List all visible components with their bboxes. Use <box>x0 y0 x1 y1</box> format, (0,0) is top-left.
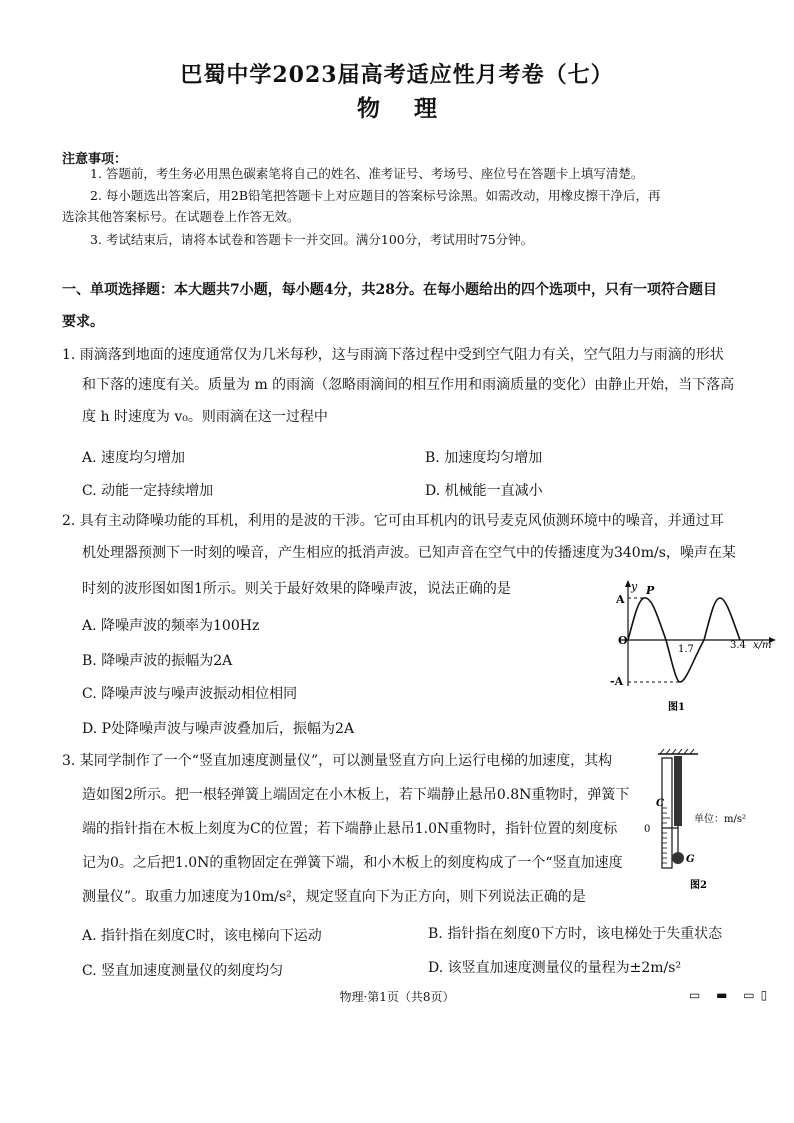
point-p-label: P <box>646 584 655 597</box>
label-zero: 0 <box>644 824 651 835</box>
q3-option-c: C. 竖直加速度测量仪的刻度均匀 <box>82 963 284 979</box>
notice-item: 2. 每小题选出答案后，用2B铅笔把答题卡上对应题目的答案标号涂黑。如需改动，用橡皮擦干净后，再 <box>90 188 661 203</box>
q2-option-a: A. 降噪声波的频率为100Hz <box>82 618 260 634</box>
spring <box>674 756 682 826</box>
question-3-line: 端的指针指在木板上刻度为C的位置；若下端静止悬吊1.0N重物时，指针位置的刻度标 <box>82 821 618 837</box>
corner-marks: ▭ ▬ ▭▯ <box>689 988 774 1002</box>
weight-ball <box>672 852 684 864</box>
q3-option-a: A. 指针指在刻度C时，该电梯向下运动 <box>82 928 322 944</box>
amp-neg-label: -A <box>610 675 624 688</box>
question-1-line: 1. 雨滴落到地面的速度通常仅为几米每秒，这与雨滴下落过程中受到空气阻力有关，空气阻力与雨滴的形状 <box>62 347 724 363</box>
section-line: 要求。 <box>62 314 104 330</box>
section-line: 一、单项选择题：本大题共7小题，每小题4分，共28分。在每小题给出的四个选项中，只有一项符合题目 <box>62 282 717 298</box>
label-g: G <box>686 854 695 865</box>
q3-option-d: D. 该竖直加速度测量仪的量程为±2m/s² <box>428 960 682 976</box>
unit-label: 单位：m/s² <box>694 814 746 825</box>
tick-label-2: 3.4 <box>730 640 746 651</box>
figure-2-caption: 图2 <box>690 880 707 891</box>
notice-heading: 注意事项： <box>62 152 128 167</box>
q2-option-b: B. 降噪声波的振幅为2A <box>82 653 233 669</box>
amp-pos-label: A <box>616 593 625 606</box>
question-1-line: 度 h 时速度为 v₀。则雨滴在这一过程中 <box>82 409 328 425</box>
notice-item: 选涂其他答案标号。在试题卷上作答无效。 <box>62 209 300 224</box>
question-2-line: 时刻的波形图如图1所示。则关于最好效果的降噪声波，说法正确的是 <box>82 581 511 597</box>
question-1-line: 和下落的速度有关。质量为 m 的雨滴（忽略雨滴间的相互作用和雨滴质量的变化）由静止开始，当下落高 <box>82 377 735 393</box>
q1-option-c: C. 动能一定持续增加 <box>82 483 214 499</box>
question-3-line: 造如图2所示。把一根轻弹簧上端固定在小木板上，若下端静止悬吊0.8N重物时，弹簧下 <box>82 787 630 803</box>
figure-1-wave-graph <box>600 578 780 718</box>
q2-option-c: C. 降噪声波与噪声波振动相位相同 <box>82 686 298 702</box>
label-c: C <box>656 798 664 809</box>
q3-option-b: B. 指针指在刻度0下方时，该电梯处于失重状态 <box>428 926 723 942</box>
q1-option-d: D. 机械能一直减小 <box>425 483 543 499</box>
question-2-line: 2. 具有主动降噪功能的耳机，利用的是波的干涉。它可由耳机内的讯号麦克风侦测环境中的噪音，并通过耳 <box>62 513 724 529</box>
y-axis-label: y <box>631 580 638 593</box>
question-2-line: 机处理器预测下一时刻的噪音，产生相应的抵消声波。已知声音在空气中的传播速度为340m/s，噪声在某 <box>82 545 736 561</box>
q1-option-b: B. 加速度均匀增加 <box>425 450 543 466</box>
notice-item: 1. 答题前，考生务必用黑色碳素笔将自己的姓名、准考证号、考场号、座位号在答题卡上填写清楚。 <box>90 166 644 181</box>
notice-item: 3. 考试结束后，请将本试卷和答题卡一并交回。满分100分，考试用时75分钟。 <box>90 232 534 247</box>
question-3-line: 测量仪”。取重力加速度为10m/s²，规定竖直向下为正方向，则下列说法正确的是 <box>82 889 586 905</box>
section-heading <box>62 274 752 338</box>
figure-1-caption: 图1 <box>668 702 685 713</box>
figure-2-accelerometer <box>640 748 760 898</box>
q2-option-d: D. P处降噪声波与噪声波叠加后，振幅为2A <box>82 721 355 737</box>
origin-label: O <box>618 634 628 647</box>
question-3-line: 记为0。之后把1.0N的重物固定在弹簧下端，和小木板上的刻度构成了一个“竖直加速度 <box>82 855 623 871</box>
subject-title: 物理 <box>357 95 471 122</box>
tick-label-1: 1.7 <box>678 644 694 655</box>
x-axis-label: x/m <box>753 640 772 651</box>
exam-title: 巴蜀中学2023届高考适应性月考卷（七） <box>180 62 614 88</box>
page-footer: 物理·第1页（共8页） <box>339 990 455 1004</box>
q1-option-a: A. 速度均匀增加 <box>82 450 186 466</box>
question-3-line: 3. 某同学制作了一个“竖直加速度测量仪”，可以测量竖直方向上运行电梯的加速度，其构 <box>62 753 613 769</box>
